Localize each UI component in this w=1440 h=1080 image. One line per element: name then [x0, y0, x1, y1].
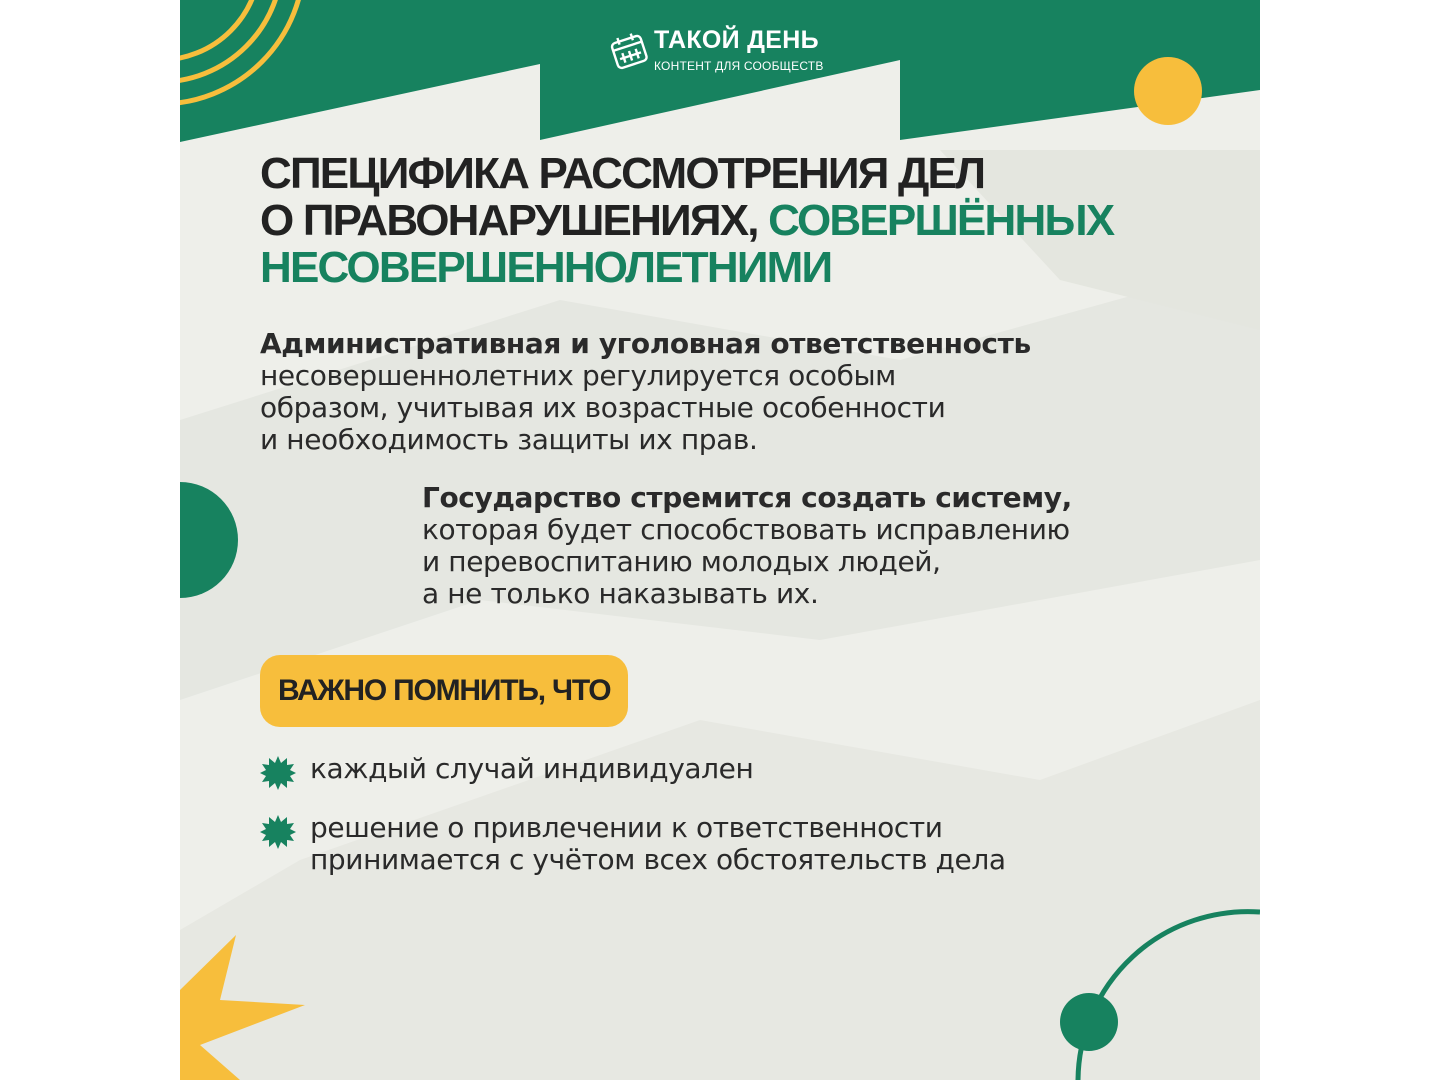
calendar-icon [608, 30, 650, 72]
important-callout-badge: ВАЖНО ПОМНИТЬ, ЧТО [260, 655, 628, 727]
title-line-2-accent: СОВЕРШЁННЫХ [768, 196, 1114, 245]
page-title [260, 150, 1220, 291]
list-item-text [310, 753, 753, 785]
list-item [260, 812, 1006, 876]
title-line-3: НЕСОВЕРШЕННОЛЕТНИМИ [260, 243, 832, 292]
paragraph-state-system [422, 482, 1222, 610]
paragraph-responsibility [260, 328, 1160, 456]
title-line-2 [260, 197, 1220, 244]
title-line-1: СПЕЦИФИКА РАССМОТРЕНИЯ ДЕЛ [260, 149, 985, 198]
star-burst-icon [260, 814, 296, 850]
paragraph-2-line-4: а не только наказывать их. [422, 577, 819, 610]
brand-subtitle: КОНТЕНТ ДЛЯ СООБЩЕСТВ [654, 59, 824, 73]
paragraph-2-line-3: и перевоспитанию молодых людей, [422, 545, 941, 578]
paragraph-1-line-3: образом, учитывая их возрастные особенности [260, 391, 946, 424]
bullet-1-line-1: каждый случай индивидуален [310, 752, 754, 785]
bullet-2-line-1: решение о привлечении к ответственности [310, 811, 943, 844]
brand-title: ТАКОЙ ДЕНЬ [654, 26, 819, 54]
list-item-text [310, 812, 1006, 876]
paragraph-1-line-2: несовершеннолетних регулируется особым [260, 359, 896, 392]
paragraph-1-bold: Административная и уголовная ответственность [260, 327, 1031, 360]
list-item [260, 753, 753, 791]
post-card [180, 0, 1260, 1080]
brand-logo[interactable] [608, 26, 848, 80]
paragraph-2-bold: Государство стремится создать систему, [422, 481, 1072, 514]
paragraph-2-line-2: которая будет способствовать исправлению [422, 513, 1070, 546]
paragraph-1-line-4: и необходимость защиты их прав. [260, 423, 758, 456]
title-line-2-dark: О ПРАВОНАРУШЕНИЯХ, [260, 196, 769, 245]
star-burst-icon [260, 755, 296, 791]
bullet-2-line-2: принимается с учётом всех обстоятельств дела [310, 843, 1006, 876]
